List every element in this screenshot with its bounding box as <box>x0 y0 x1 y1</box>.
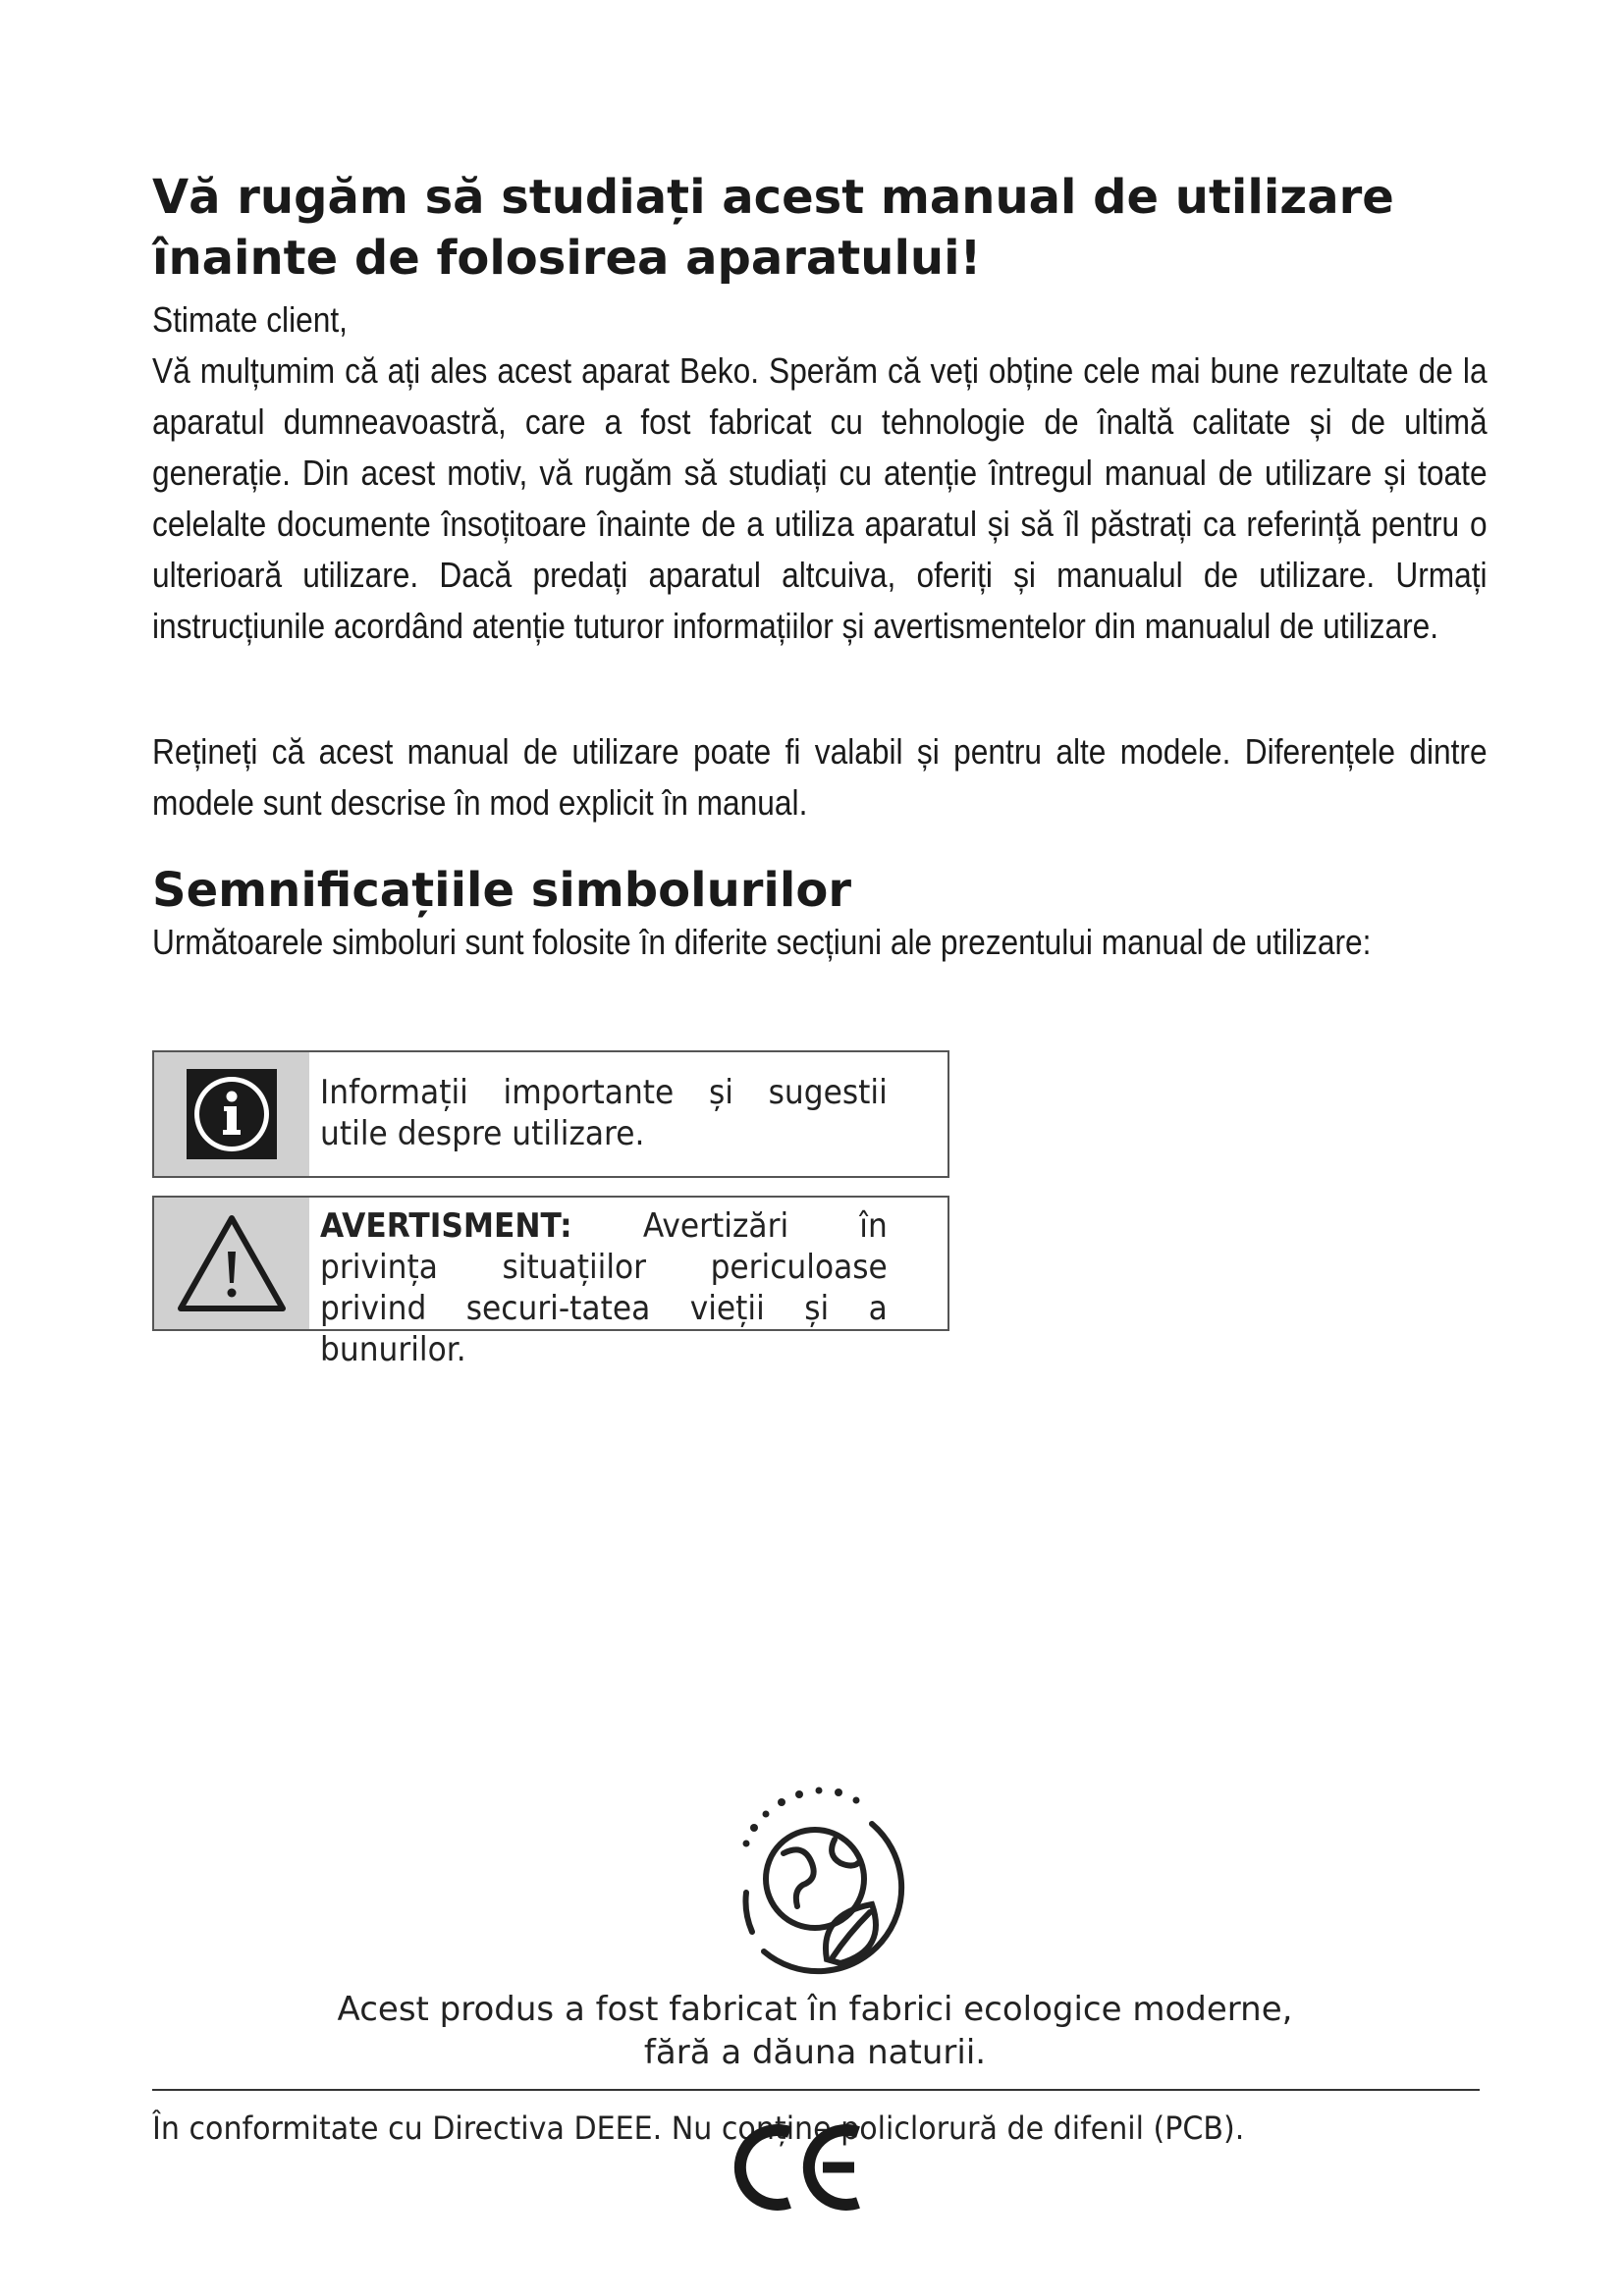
eco-statement <box>147 1988 1483 2074</box>
info-symbol-text: Informații importante și sugestii utile despre utilizare. <box>320 1073 888 1153</box>
warning-label: AVERTISMENT: <box>320 1206 572 1246</box>
warning-symbol-box <box>152 1196 949 1369</box>
intro-paragraph: Vă mulțumim că ați ales acest aparat Beko. Sperăm că veți obține cele mai bune rezultate de la aparatul dumneavoastră, care a fost fabricat cu tehnologie de înaltă calitate și de ultimă generație. Din acest motiv, vă rugăm să studiați cu atenție întregul manual de utilizare și toate celelalte documente însoțitoare înainte de a utiliza aparatul și să îl păstrați ca referință pentru o ulterioară utilizare. Dacă predați aparatul altcuiva, oferiți și manualul de utilizare. Urmați instrucțiunile acordând atenție tuturor informațiilor și avertismentelor din manualul de utilizare. <box>152 350 1488 646</box>
ce-mark-icon <box>725 2118 872 2216</box>
page-title: Vă rugăm să studiați acest manual de utilizare înainte de folosirea aparatului! <box>152 170 1394 286</box>
warning-icon-cell <box>154 1198 309 1329</box>
info-icon <box>185 1067 279 1161</box>
symbols-section-title: Semnificațiile simbolurilor <box>152 863 851 918</box>
warning-symbol-text <box>309 1198 896 1369</box>
eco-statement-line1: Acest produs a fost fabricat în fabrici ecologice moderne, <box>337 1990 1293 2029</box>
info-symbol-box <box>152 1050 949 1178</box>
models-note-paragraph: Rețineți că acest manual de utilizare poate fi valabil și pentru alte modele. Diferențele dintre modele sunt descrise în mod explicit în manual. <box>152 731 1488 823</box>
eco-statement-line2: fără a dăuna naturii. <box>643 2033 987 2072</box>
greeting: Stimate client, <box>152 299 348 340</box>
footer-divider <box>152 2089 1480 2091</box>
info-icon-cell <box>154 1052 309 1176</box>
warning-icon <box>175 1212 289 1314</box>
symbols-section-intro: Următoarele simboluri sunt folosite în diferite secțiuni ale prezentului manual de utilizare: <box>152 922 1372 962</box>
eco-globe-leaf-icon <box>725 1785 905 1981</box>
warning-description: Avertizări în privința situațiilor periculoase privind securi-tatea vieții și a bunurilor. <box>320 1206 888 1369</box>
weee-conformity-text: În conformitate cu Directiva DEEE. Nu conține policlorură de difenil (PCB). <box>152 2109 1245 2147</box>
